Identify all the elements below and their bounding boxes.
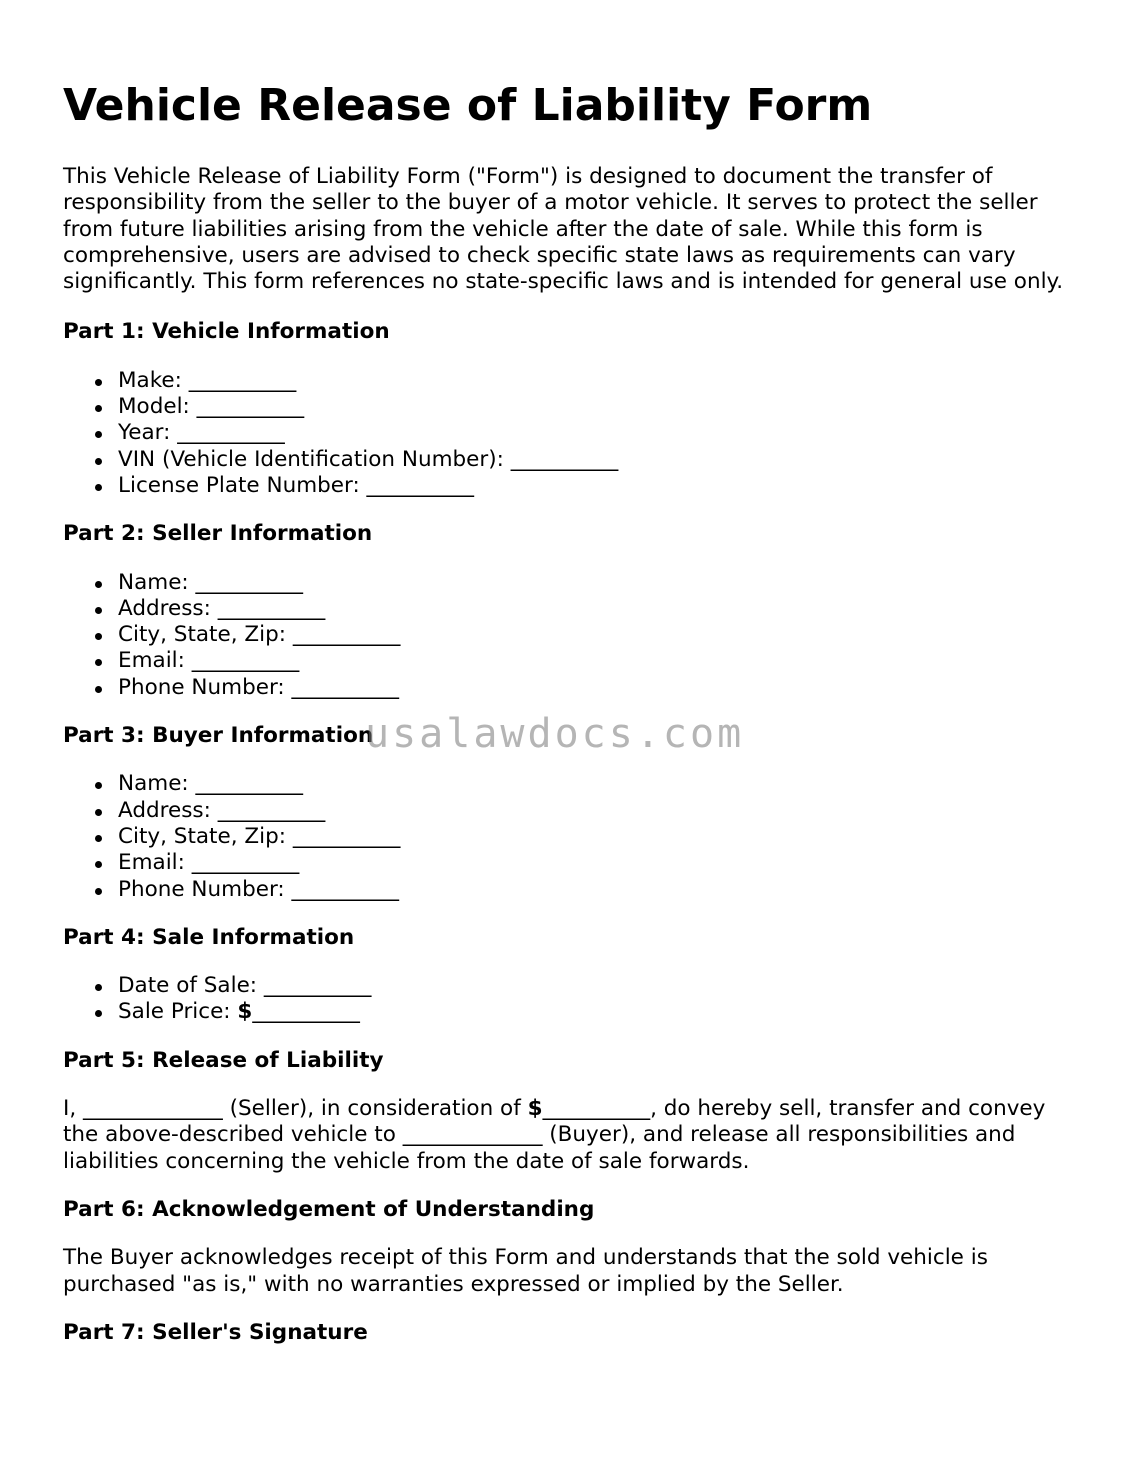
watermark: usalawdocs.com: [365, 711, 745, 757]
vehicle-plate-field: License Plate Number: __________: [118, 473, 1073, 499]
date-of-sale-field: Date of Sale: __________: [118, 973, 1073, 999]
seller-info-list: [63, 570, 1073, 701]
part7-heading: Part 7: Seller's Signature: [63, 1319, 368, 1345]
seller-email-field: Email: __________: [118, 648, 1073, 674]
sale-info-list: [63, 973, 1073, 1026]
part6-heading: Part 6: Acknowledgement of Understanding: [63, 1196, 595, 1222]
seller-address-field: Address: __________: [118, 596, 1073, 622]
seller-phone-field: Phone Number: __________: [118, 675, 1073, 701]
part4-heading: Part 4: Sale Information: [63, 924, 355, 950]
acknowledgement-paragraph: The Buyer acknowledges receipt of this Form and understands that the sold vehicle is purchased "as is," with no warranties expressed or implied by the Seller.: [63, 1245, 988, 1297]
release-paragraph: [63, 1096, 1073, 1175]
release-currency: $: [527, 1096, 543, 1122]
part1-heading: Part 1: Vehicle Information: [63, 319, 390, 345]
part5-heading: Part 5: Release of Liability: [63, 1047, 384, 1073]
buyer-name-field: Name: __________: [118, 771, 1073, 797]
seller-name-field: Name: __________: [118, 570, 1073, 596]
part3-heading: Part 3: Buyer Information: [63, 723, 374, 749]
vehicle-year-field: Year: __________: [118, 420, 1073, 446]
sale-price-label: Sale Price:: [118, 999, 238, 1025]
buyer-email-field: Email: __________: [118, 850, 1073, 876]
buyer-address-field: Address: __________: [118, 798, 1073, 824]
vehicle-vin-field: VIN (Vehicle Identification Number): __________: [118, 447, 1073, 473]
vehicle-model-field: Model: __________: [118, 394, 1073, 420]
buyer-info-list: [63, 771, 1073, 902]
release-text-b: __________, do hereby sell, transfer and convey the above-described vehicle to _____________ (Buyer), and release all responsibilities and liabilities concerning the vehicle from the date of sale forwards.: [63, 1096, 1046, 1174]
intro-paragraph: This Vehicle Release of Liability Form ("Form") is designed to document the transfer of responsibility from the seller to the buyer of a motor vehicle. It serves to protect the seller from future liabilities arising from the vehicle after the date of sale. While this form is comprehensive, users are advised to check specific state laws as requirements can vary significantly. This form references no state-specific laws and is intended for general use only.: [63, 164, 1064, 295]
release-text-a: I, _____________ (Seller), in consideration of: [63, 1096, 528, 1122]
sale-price-currency: $: [237, 999, 253, 1025]
seller-city-state-zip-field: City, State, Zip: __________: [118, 622, 1073, 648]
page-title: Vehicle Release of Liability Form: [63, 80, 873, 131]
buyer-city-state-zip-field: City, State, Zip: __________: [118, 824, 1073, 850]
buyer-phone-field: Phone Number: __________: [118, 877, 1073, 903]
sale-price-blank: __________: [252, 999, 360, 1025]
vehicle-make-field: Make: __________: [118, 368, 1073, 394]
vehicle-info-list: [63, 368, 1073, 499]
part2-heading: Part 2: Seller Information: [63, 521, 373, 547]
sale-price-field: [118, 999, 1073, 1025]
